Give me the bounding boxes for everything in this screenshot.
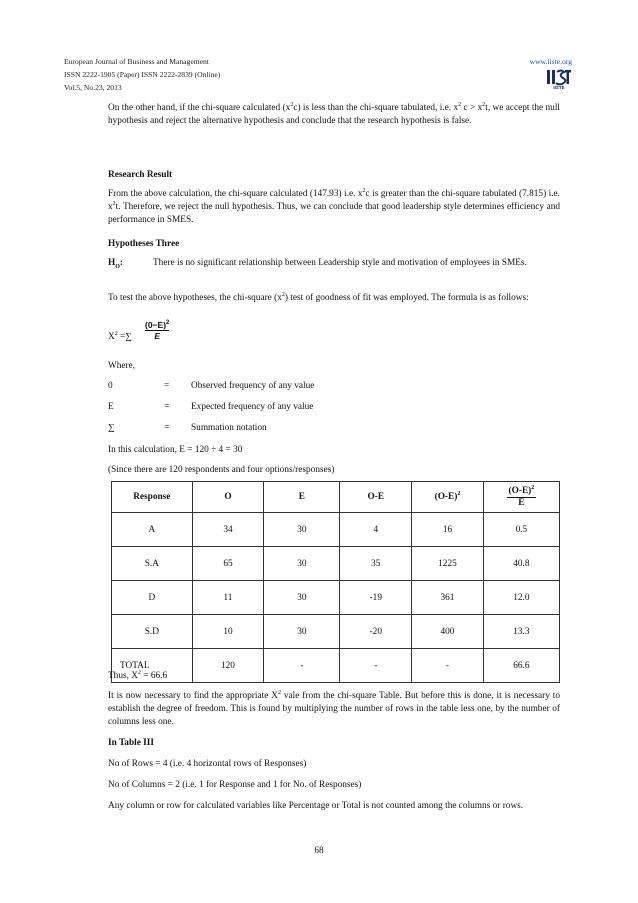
definition-row-observed: 0 = Observed frequency of any value	[108, 381, 315, 391]
table-header-row	[112, 482, 560, 513]
logo-text: IISTE	[553, 85, 565, 90]
research-result-heading: Research Result	[108, 170, 173, 180]
definition-row-summation: ∑ = Summation notation	[108, 423, 267, 433]
journal-volume: Vol.5, No.23, 2013	[64, 83, 122, 92]
respondents-note: (Since there are 120 respondents and four options/responses)	[108, 465, 335, 475]
intro-paragraph: On the other hand, if the chi-square calculated $(x^2c)$ is less than the chi-square tabulated, i.e. $x^2$ $c > x^2t$, we accept the null hypothesis and reject the alternative hypothesis and conclude that the research hypothesis is false.	[108, 101, 560, 126]
iiste-logo	[546, 68, 572, 90]
where-label: Where,	[108, 361, 136, 371]
header-response: Response	[112, 482, 193, 513]
research-result-paragraph: From the above calculation, the chi-square calculated (147.93) i.e. $x^2c$ is greater than the chi-square tabulated (7.815) i.e. $x^2t$. Therefore, we reject the null hypothesis. Thus, we can conclude that good leadership style determines efficiency and performance in SMES.	[108, 187, 560, 225]
table-row: D 11 30 -19 361 12.0	[112, 581, 560, 615]
hypotheses-three-heading: Hypotheses Three	[108, 239, 180, 249]
header-ratio: $\frac{(O-E)^2}{E}$	[483, 482, 559, 513]
h0-label: $H_O$:	[108, 258, 124, 270]
null-hypothesis	[108, 257, 560, 285]
h0-text: There is no significant relationship between Leadership style and motivation of employees in SMEs.	[153, 258, 527, 268]
rows-count-line: No of Rows = 4 (i.e. 4 horizontal rows of Responses)	[108, 759, 307, 769]
chi-square-table	[111, 481, 560, 683]
degree-of-freedom-paragraph: It is now necessary to find the appropriate $X^2$ vale from the chi-square Table. But before this is done, it is necessary to establish the degree of freedom. This is found by multiplying the number of rows in the table less one, by the number of columns less one.	[108, 689, 560, 727]
journal-title: European Journal of Business and Management	[64, 57, 209, 66]
header-o-minus-e: O-E	[340, 482, 412, 513]
header-o-minus-e-squared: $(O-E)^2$	[412, 482, 484, 513]
journal-url-link[interactable]: www.iiste.org	[529, 57, 572, 66]
table-row: S.D 10 30 -20 400 13.3	[112, 615, 560, 649]
chi-square-formula	[108, 320, 560, 346]
table-total-row: TOTAL 120 - - - 66.6	[112, 649, 560, 683]
test-paragraph: To test the above hypotheses, the chi-square $(x^2)$ test of goodness of fit was employed. The formula is as follows:	[108, 291, 529, 303]
calculation-line: In this calculation, E = 120 ÷ 4 = 30	[108, 445, 243, 455]
header-e: E	[264, 482, 340, 513]
table-row: A 34 30 4 16 0.5	[112, 513, 560, 547]
header-o: O	[192, 482, 264, 513]
definition-row-expected: E = Expected frequency of any value	[108, 402, 314, 412]
columns-count-line: No of Columns = 2 (i.e. 1 for Response and 1 for No. of Responses)	[108, 780, 362, 790]
thus-line: Thus, $X^2 = 66.6$	[108, 669, 168, 681]
table-iii-heading: In Table III	[108, 738, 154, 748]
formula-fraction: $(0-E)^2$ E	[145, 320, 170, 341]
page-number: 68	[314, 846, 324, 856]
journal-issn: ISSN 2222-1905 (Paper) ISSN 2222-2839 (Online)	[64, 70, 221, 79]
table-row: S.A 65 30 35 1225 40.8	[112, 547, 560, 581]
counting-note: Any column or row for calculated variables like Percentage or Total is not counted among the columns or rows.	[108, 801, 524, 811]
formula-lhs: $X^2$ =∑	[108, 330, 132, 342]
